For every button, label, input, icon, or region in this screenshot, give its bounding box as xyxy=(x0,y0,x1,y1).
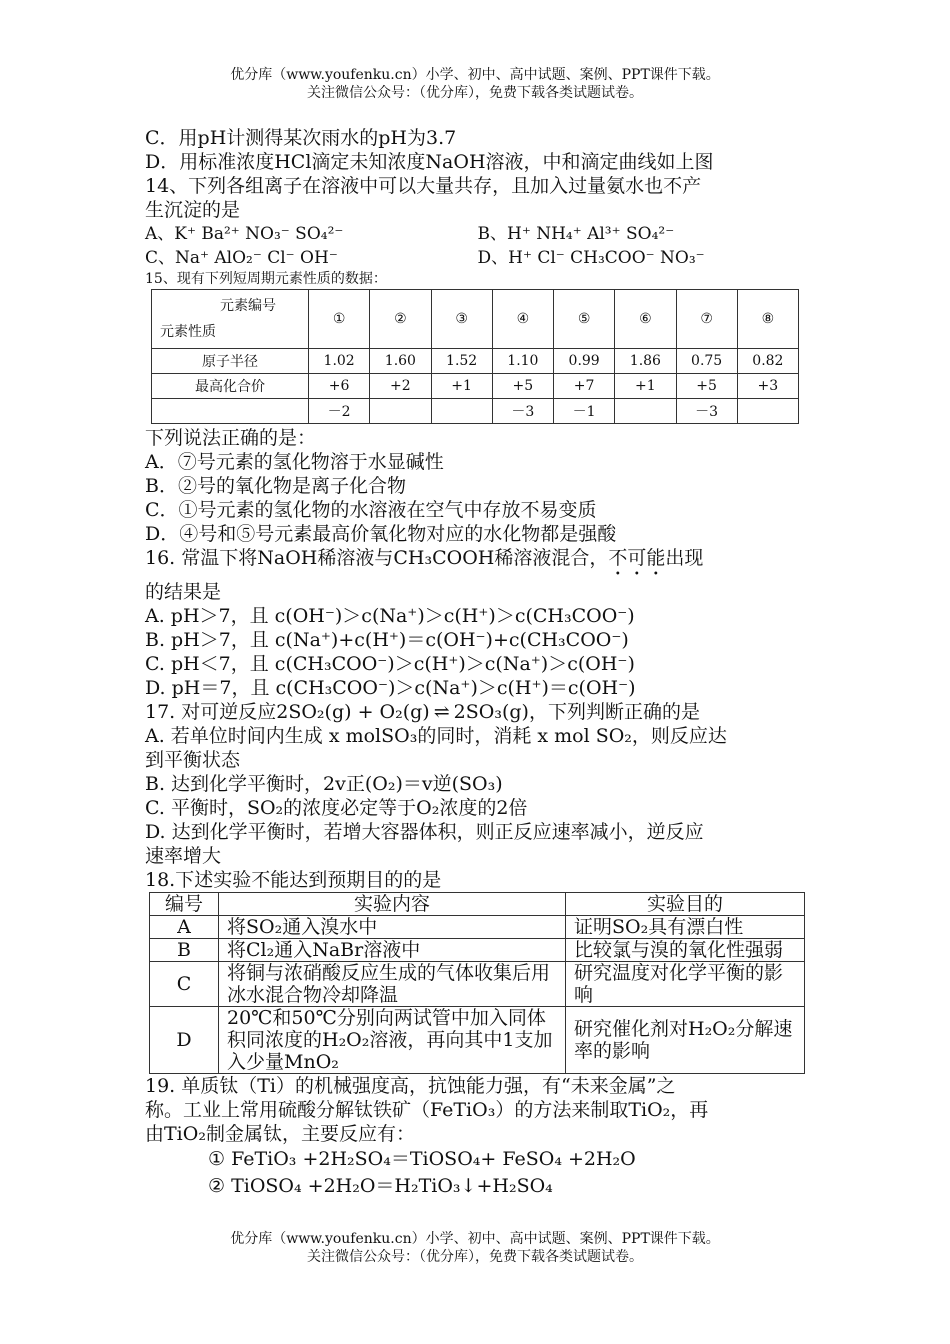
q14-options-row-1 xyxy=(145,222,810,246)
q18-row-purpose: 比较氯与溴的氧化性强弱 xyxy=(566,939,805,962)
q18-row-content: 将SO₂通入溴水中 xyxy=(219,916,566,939)
q15-row-radius xyxy=(152,349,799,374)
q14-option-c: C、Na⁺ AlO₂⁻ Cl⁻ OH⁻ xyxy=(145,248,338,268)
q18-row-purpose: 研究温度对化学平衡的影响 xyxy=(566,962,805,1007)
q14-options-row-2 xyxy=(145,246,810,270)
q18-header-row xyxy=(150,893,805,916)
q15-row-label: 最高化合价 xyxy=(152,374,309,399)
q15-header-row xyxy=(152,290,799,349)
q15-row-label: 原子半径 xyxy=(152,349,309,374)
q15-option-d: D．④号和⑤号元素最高价氧化物对应的水化物都是强酸 xyxy=(145,523,617,545)
q19-equation-2: ② TiOSO₄ +2H₂O＝H₂TiO₃↓+H₂SO₄ xyxy=(208,1175,553,1197)
q18-row-a xyxy=(150,916,805,939)
q15-cell: +1 xyxy=(615,374,676,399)
q15-option-b: B．②号的氧化物是离子化合物 xyxy=(145,475,406,497)
q15-header-bottom: 元素性质 xyxy=(160,324,216,340)
q15-cell: 1.52 xyxy=(431,349,492,374)
q17-option-b: B. 达到化学平衡时，2v正(O₂)＝v逆(SO₃) xyxy=(145,773,503,795)
q18-row-id: C xyxy=(150,962,219,1007)
q15-col-5: ⑤ xyxy=(554,290,615,349)
q16-stem-b: 出现 xyxy=(665,547,704,569)
q18-row-id: B xyxy=(150,939,219,962)
q15-cell: +5 xyxy=(492,374,553,399)
footer-line-2: 关注微信公众号：（优分库），免费下载各类试题试卷。 xyxy=(307,1249,643,1265)
q15-col-6: ⑥ xyxy=(615,290,676,349)
q16-option-a: A. pH＞7，且 c(OH⁻)＞c(Na⁺)＞c(H⁺)＞c(CH₃COO⁻) xyxy=(145,605,635,627)
header-line-1: 优分库（www.youfenku.cn）小学、初中、高中试题、案例、PPT课件下载。 xyxy=(230,67,720,83)
q15-row-label xyxy=(152,399,309,424)
q15-cell: +3 xyxy=(737,374,798,399)
q15-cell xyxy=(370,399,431,424)
exam-content xyxy=(145,126,810,1200)
q16-option-d: D. pH＝7，且 c(CH₃COO⁻)＞c(Na⁺)＞c(H⁺)＝c(OH⁻) xyxy=(145,677,636,699)
q17-option-d-line-2: 速率增大 xyxy=(145,845,222,867)
q15-element-table xyxy=(151,289,799,424)
q17-stem-b: 2SO₃(g)，下列判断正确的是 xyxy=(453,701,700,723)
q15-header-top: 元素编号 xyxy=(220,298,276,314)
q15-cell: 1.86 xyxy=(615,349,676,374)
q14-option-d: D、H⁺ Cl⁻ CH₃COO⁻ NO₃⁻ xyxy=(477,248,705,268)
q15-cell: 1.10 xyxy=(492,349,553,374)
page-header xyxy=(0,66,950,102)
q15-cell: +5 xyxy=(676,374,737,399)
q15-cell xyxy=(615,399,676,424)
q15-cell: 0.82 xyxy=(737,349,798,374)
q18-row-purpose: 证明SO₂具有漂白性 xyxy=(566,916,805,939)
q18-stem: 18.下述实验不能达到预期目的的是 xyxy=(145,869,442,891)
q16-option-c: C. pH＜7，且 c(CH₃COO⁻)＞c(H⁺)＞c(Na⁺)＞c(OH⁻) xyxy=(145,653,635,675)
q16-emphasis: 不可能 xyxy=(608,547,666,569)
q18-row-content: 20℃和50℃分别向两试管中加入同体积同浓度的H₂O₂溶液，再向其中1支加入少量MnO₂ xyxy=(219,1007,566,1074)
q15-cell: 0.75 xyxy=(676,349,737,374)
q15-cell: 1.60 xyxy=(370,349,431,374)
q15-option-c: C．①号元素的氢化物的水溶液在空气中存放不易变质 xyxy=(145,499,597,521)
q14-option-a: A、K⁺ Ba²⁺ NO₃⁻ SO₄²⁻ xyxy=(145,224,344,244)
q15-cell xyxy=(737,399,798,424)
footer-line-1: 优分库（www.youfenku.cn）小学、初中、高中试题、案例、PPT课件下载。 xyxy=(230,1231,720,1247)
q17-option-a-line-1: A. 若单位时间内生成 x molSO₃的同时，消耗 x mol SO₂，则反应达 xyxy=(145,725,727,747)
q18-row-id: A xyxy=(150,916,219,939)
q15-prompt: 下列说法正确的是： xyxy=(145,427,317,449)
q15-stem: 15、现有下列短周期元素性质的数据： xyxy=(145,271,387,287)
q18-row-content: 将Cl₂通入NaBr溶液中 xyxy=(219,939,566,962)
q15-col-7: ⑦ xyxy=(676,290,737,349)
q16-stem-line-1 xyxy=(145,546,810,580)
q15-cell: －3 xyxy=(492,399,553,424)
q15-corner-header xyxy=(152,290,309,349)
q13-option-d: D．用标准浓度HCl滴定未知浓度NaOH溶液，中和滴定曲线如上图 xyxy=(145,151,714,173)
q16-option-b: B. pH＞7，且 c(Na⁺)+c(H⁺)＝c(OH⁻)+c(CH₃COO⁻) xyxy=(145,629,629,651)
q18-row-purpose: 研究催化剂对H₂O₂分解速率的影响 xyxy=(566,1007,805,1074)
q15-cell: +1 xyxy=(431,374,492,399)
q19-line-1: 19. 单质钛（Ti）的机械强度高，抗蚀能力强，有“未来金属”之 xyxy=(145,1075,676,1097)
q17-stem xyxy=(145,700,810,724)
q18-row-id: D xyxy=(150,1007,219,1074)
q16-stem-line-2: 的结果是 xyxy=(145,581,222,603)
q18-header-purpose: 实验目的 xyxy=(566,893,805,916)
q17-option-c: C. 平衡时，SO₂的浓度必定等于O₂浓度的2倍 xyxy=(145,797,528,819)
q15-cell: +7 xyxy=(554,374,615,399)
q18-header-content: 实验内容 xyxy=(219,893,566,916)
q15-row-min-valence xyxy=(152,399,799,424)
q15-col-8: ⑧ xyxy=(737,290,798,349)
q17-stem-a: 17. 对可逆反应2SO₂(g) + O₂(g) xyxy=(145,701,430,723)
q19-line-3: 由TiO₂制金属钛，主要反应有： xyxy=(145,1123,415,1145)
page-footer xyxy=(0,1230,950,1266)
q19-equation-1: ① FeTiO₃ +2H₂SO₄＝TiOSO₄+ FeSO₄ +2H₂O xyxy=(208,1148,636,1170)
q15-cell: －2 xyxy=(309,399,370,424)
q14-stem-line-1: 14、下列各组离子在溶液中可以大量共存，且加入过量氨水也不产 xyxy=(145,175,702,197)
q15-cell: 1.02 xyxy=(309,349,370,374)
q15-cell xyxy=(431,399,492,424)
q15-cell: －1 xyxy=(554,399,615,424)
q15-cell: +6 xyxy=(309,374,370,399)
q14-option-b: B、H⁺ NH₄⁺ Al³⁺ SO₄²⁻ xyxy=(477,224,675,244)
q17-option-a-line-2: 到平衡状态 xyxy=(145,749,241,771)
q15-option-a: A．⑦号元素的氢化物溶于水显碱性 xyxy=(145,451,444,473)
q14-stem-line-2: 生沉淀的是 xyxy=(145,199,241,221)
q18-row-content: 将铜与浓硝酸反应生成的气体收集后用冰水混合物冷却降温 xyxy=(219,962,566,1007)
q18-header-id: 编号 xyxy=(150,893,219,916)
q13-option-c: C．用pH计测得某次雨水的pH为3.7 xyxy=(145,127,457,149)
q15-col-2: ② xyxy=(370,290,431,349)
q15-row-valence xyxy=(152,374,799,399)
q18-experiment-table xyxy=(149,892,805,1074)
q15-cell: －3 xyxy=(676,399,737,424)
q19-line-2: 称。工业上常用硫酸分解钛铁矿（FeTiO₃）的方法来制取TiO₂，再 xyxy=(145,1099,709,1121)
q15-cell: +2 xyxy=(370,374,431,399)
equilibrium-arrow-icon: ⇌ xyxy=(433,701,450,723)
q15-col-1: ① xyxy=(309,290,370,349)
header-line-2: 关注微信公众号：（优分库），免费下载各类试题试卷。 xyxy=(307,85,643,101)
q16-stem-a: 16. 常温下将NaOH稀溶液与CH₃COOH稀溶液混合， xyxy=(145,547,609,569)
q15-col-3: ③ xyxy=(431,290,492,349)
q18-row-c xyxy=(150,962,805,1007)
q15-cell: 0.99 xyxy=(554,349,615,374)
q18-row-b xyxy=(150,939,805,962)
q15-col-4: ④ xyxy=(492,290,553,349)
q18-row-d xyxy=(150,1007,805,1074)
q17-option-d-line-1: D. 达到化学平衡时，若增大容器体积，则正反应速率减小，逆反应 xyxy=(145,821,704,843)
